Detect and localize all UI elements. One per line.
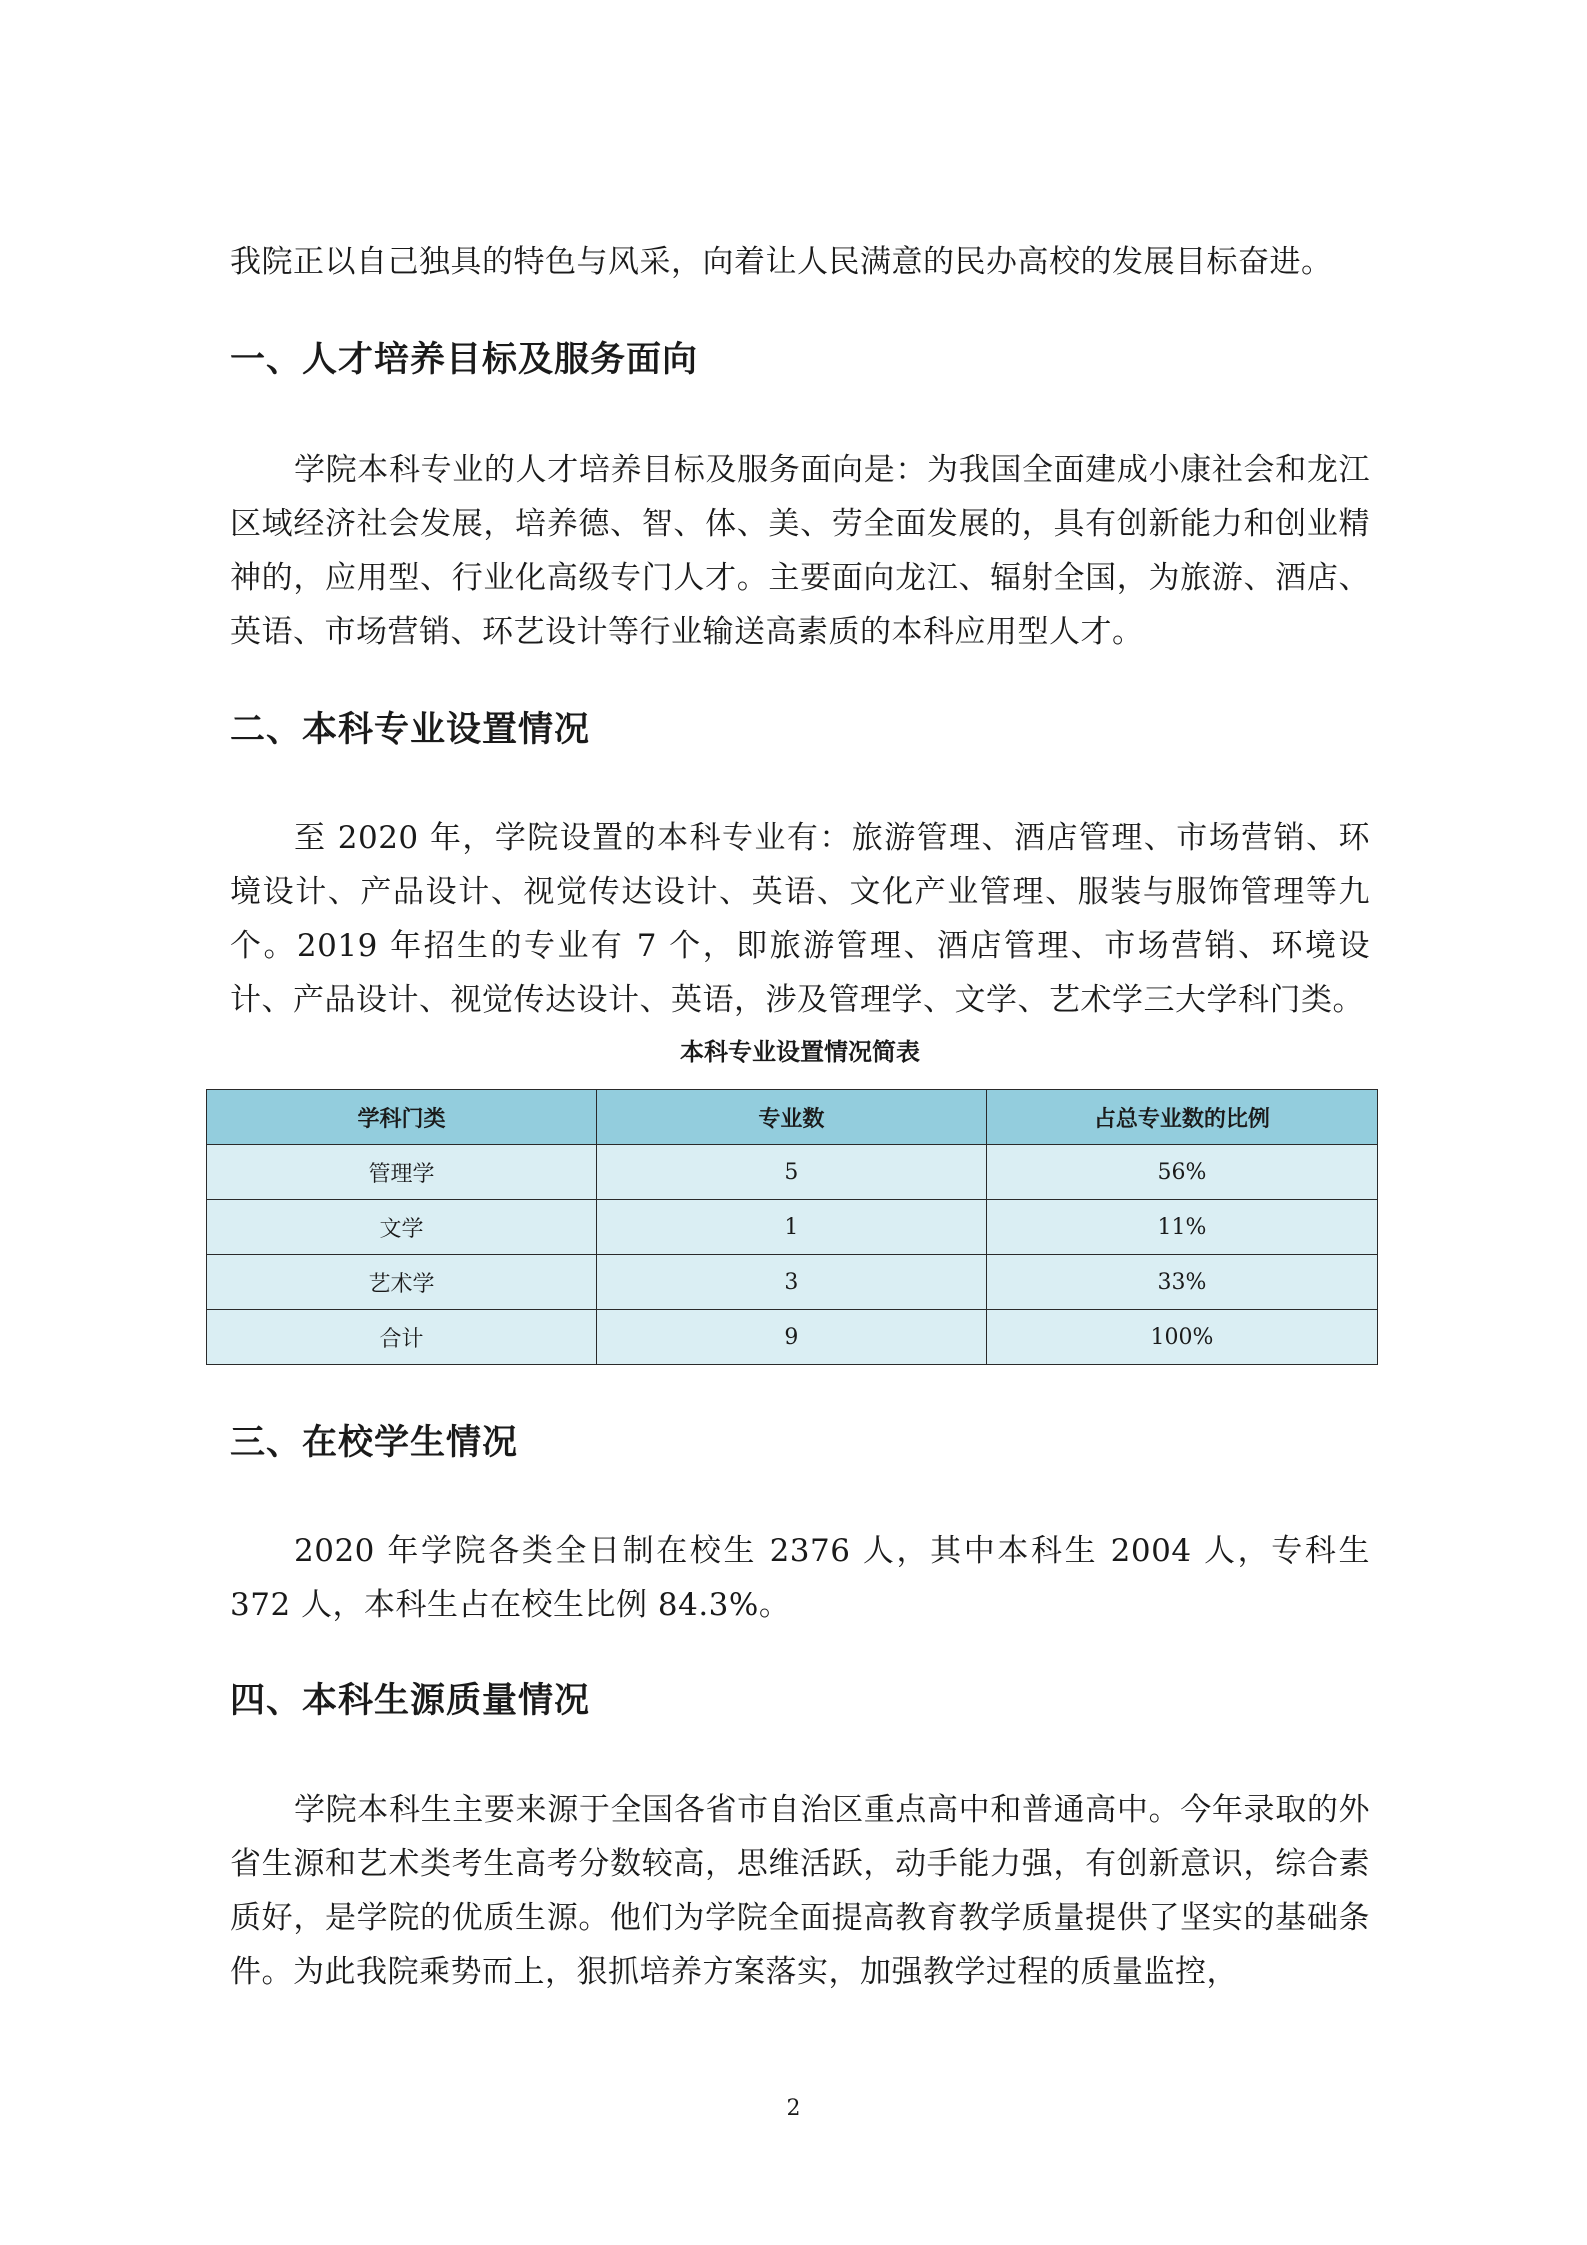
column-header-category: 学科门类 xyxy=(207,1090,597,1145)
cell-count: 5 xyxy=(596,1145,986,1200)
cell-count: 3 xyxy=(596,1255,986,1310)
cell-ratio: 56% xyxy=(986,1145,1377,1200)
paragraph-source-quality: 学院本科生主要来源于全国各省市自治区重点高中和普通高中。今年录取的外省生源和艺术类考生高考分数较高，思维活跃，动手能力强，有创新意识，综合素质好，是学院的优质生源。他们为学院全面提高教育教学质量提供了坚实的基础条件。为此我院乘势而上，狠抓培养方案落实，加强教学过程的质量监控， xyxy=(230,1792,1370,1990)
paragraph-talent-goal: 学院本科专业的人才培养目标及服务面向是：为我国全面建成小康社会和龙江区域经济社会发展，培养德、智、体、美、劳全面发展的，具有创新能力和创业精神的，应用型、行业化高级专门人才。主要面向龙江、辐射全国，为旅游、酒店、英语、市场营销、环艺设计等行业输送高素质的本科应用型人才。 xyxy=(230,452,1370,650)
paragraph-majors-setup: 至 2020 年，学院设置的本科专业有：旅游管理、酒店管理、市场营销、环境设计、产品设计、视觉传达设计、英语、文化产业管理、服装与服饰管理等九个。2019 年招生的专业有 7 个，即旅游管理、酒店管理、市场营销、环境设计、产品设计、视觉传达设计、英语，涉及管理学、文学、艺术学三大学科门类。 xyxy=(230,820,1370,1018)
paragraph-students: 2020 年学院各类全日制在校生 2376 人，其中本科生 2004 人，专科生 372 人，本科生占在校生比例 84.3%。 xyxy=(230,1533,1370,1623)
cell-count: 9 xyxy=(596,1310,986,1365)
cell-ratio: 11% xyxy=(986,1200,1377,1255)
cell-category: 文学 xyxy=(207,1200,597,1255)
cell-ratio: 100% xyxy=(986,1310,1377,1365)
cell-category: 管理学 xyxy=(207,1145,597,1200)
section-heading-students: 三、在校学生情况 xyxy=(230,1423,519,1463)
column-header-ratio: 占总专业数的比例 xyxy=(986,1090,1377,1145)
table-row xyxy=(207,1200,1378,1255)
majors-summary-table xyxy=(206,1089,1378,1365)
page-number: 2 xyxy=(786,2096,801,2121)
table-row xyxy=(207,1255,1378,1310)
table-row xyxy=(207,1145,1378,1200)
cell-ratio: 33% xyxy=(986,1255,1377,1310)
table-row-total xyxy=(207,1310,1378,1365)
cell-count: 1 xyxy=(596,1200,986,1255)
cell-category: 合计 xyxy=(207,1310,597,1365)
paragraph-intro-tail: 我院正以自己独具的特色与风采，向着让人民满意的民办高校的发展目标奋进。 xyxy=(230,244,1333,280)
cell-category: 艺术学 xyxy=(207,1255,597,1310)
section-heading-majors: 二、本科专业设置情况 xyxy=(230,710,591,750)
table-caption: 本科专业设置情况简表 xyxy=(680,1038,920,1066)
column-header-count: 专业数 xyxy=(596,1090,986,1145)
section-heading-source-quality: 四、本科生源质量情况 xyxy=(230,1681,591,1721)
section-heading-talent-goal: 一、人才培养目标及服务面向 xyxy=(230,340,699,380)
table-header-row xyxy=(207,1090,1378,1145)
